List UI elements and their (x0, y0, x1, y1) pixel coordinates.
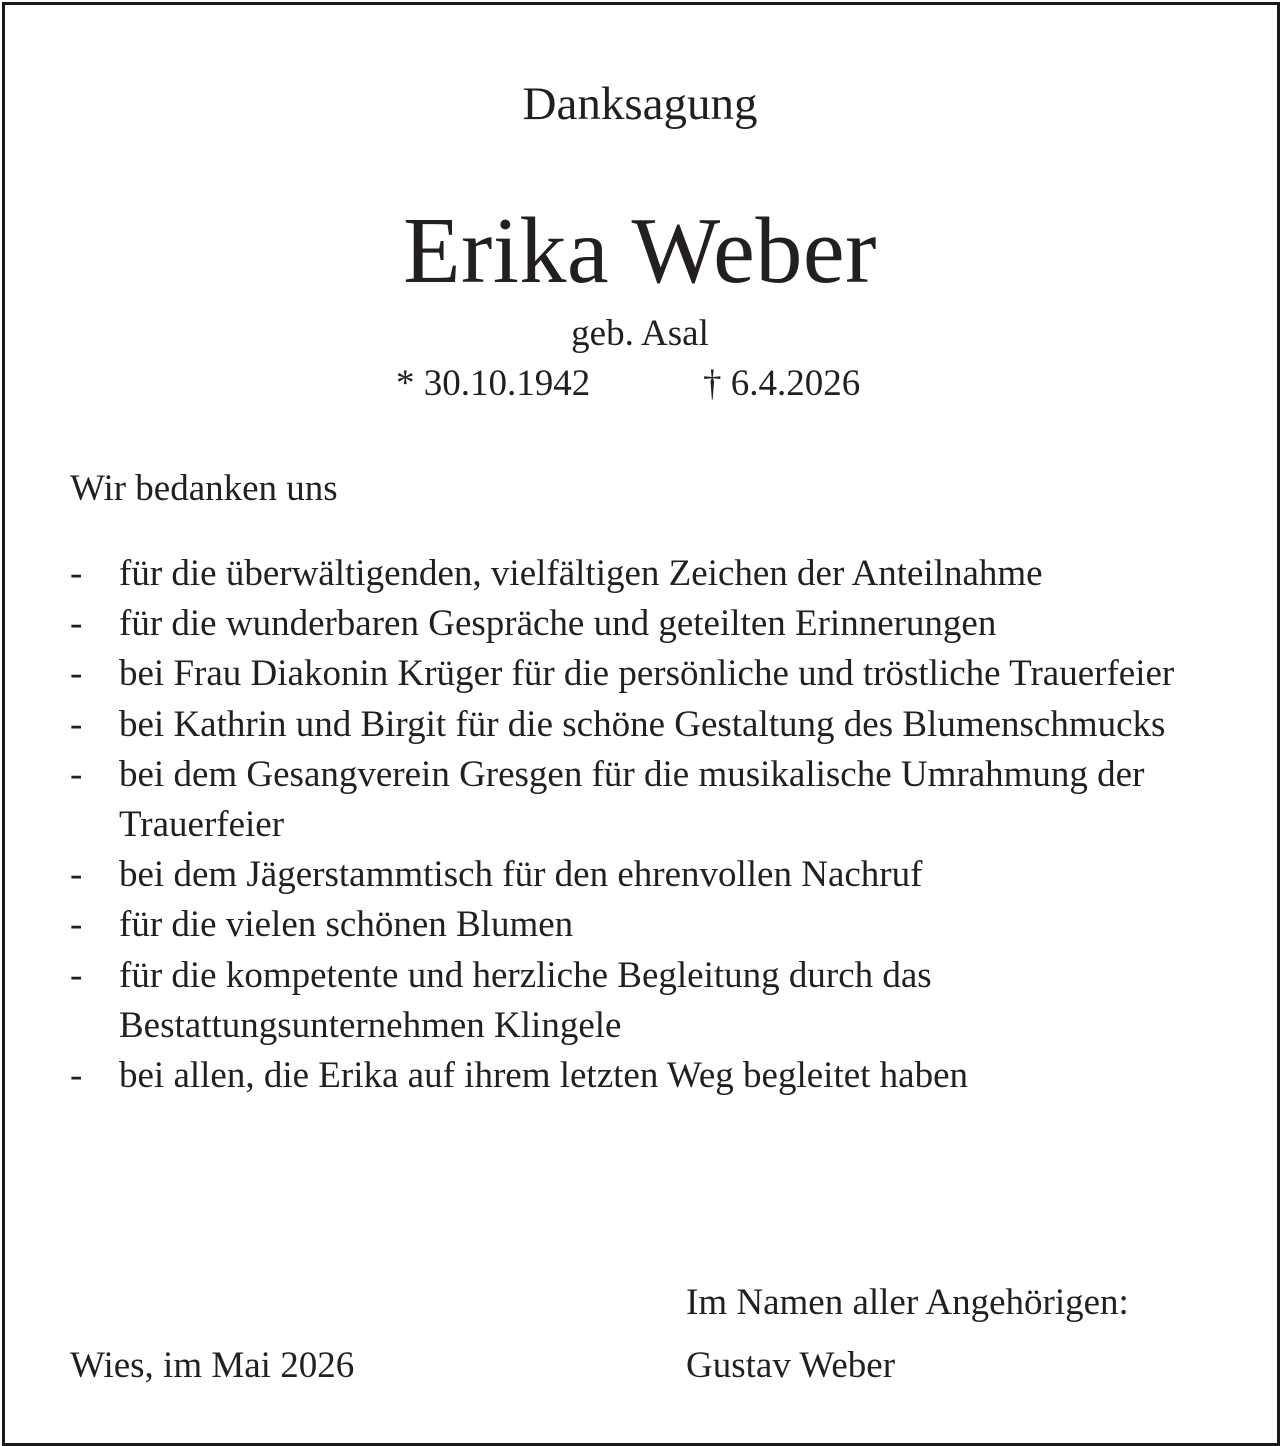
list-item-text: für die vielen schönen Blumen (119, 904, 574, 946)
bullet-dash: - (70, 753, 83, 795)
list-item (70, 951, 1240, 1051)
bullet-dash: - (70, 904, 83, 946)
list-item (70, 750, 1240, 850)
notice-heading: Danksagung (522, 78, 758, 130)
list-item-text: für die wunderbaren Gespräche und geteilten Erinnerungen (119, 603, 997, 645)
place-date: Wies, im Mai 2026 (70, 1345, 355, 1386)
list-item-text: bei Kathrin und Birgit für die schöne Gestaltung des Blumenschmucks (119, 703, 1166, 745)
list-item-text: für die überwältigenden, vielfältigen Zeichen der Anteilnahme (119, 553, 1043, 594)
list-item (70, 700, 1240, 750)
list-item-text: bei Frau Diakonin Krüger für die persönliche und tröstliche Trauerfeier (119, 653, 1175, 695)
list-item-text: für die kompetente und herzliche Begleitung durch das Bestattungsunternehmen Klingele (119, 954, 932, 1046)
list-item-text: bei allen, die Erika auf ihrem letzten Weg begleitet haben (119, 1055, 969, 1097)
bullet-dash: - (70, 854, 83, 896)
maiden-name: geb. Asal (571, 313, 709, 354)
bullet-dash: - (70, 653, 83, 695)
bullet-dash: - (70, 1055, 83, 1097)
deceased-name: Erika Weber (403, 199, 877, 303)
list-item (70, 549, 1240, 599)
list-item (70, 850, 1240, 900)
birth-date: * 30.10.1942 (396, 363, 591, 404)
thanks-list (70, 549, 1240, 1101)
list-item-text: bei dem Jägerstammtisch für den ehrenvollen Nachruf (119, 854, 923, 896)
bullet-dash: - (70, 703, 83, 745)
death-date: † 6.4.2026 (703, 363, 861, 404)
list-item (70, 900, 1240, 950)
on-behalf-line: Im Namen aller Angehörigen: (686, 1282, 1129, 1323)
list-item-text: bei dem Gesangverein Gresgen für die musikalische Umrahmung der Trauerfeier (119, 753, 1145, 846)
bullet-dash: - (70, 553, 83, 594)
signer-name: Gustav Weber (686, 1345, 896, 1386)
bullet-dash: - (70, 603, 83, 645)
thanks-intro: Wir bedanken uns (70, 468, 338, 509)
list-item (70, 1051, 1240, 1101)
bullet-dash: - (70, 954, 83, 996)
list-item (70, 599, 1240, 649)
list-item (70, 649, 1240, 699)
